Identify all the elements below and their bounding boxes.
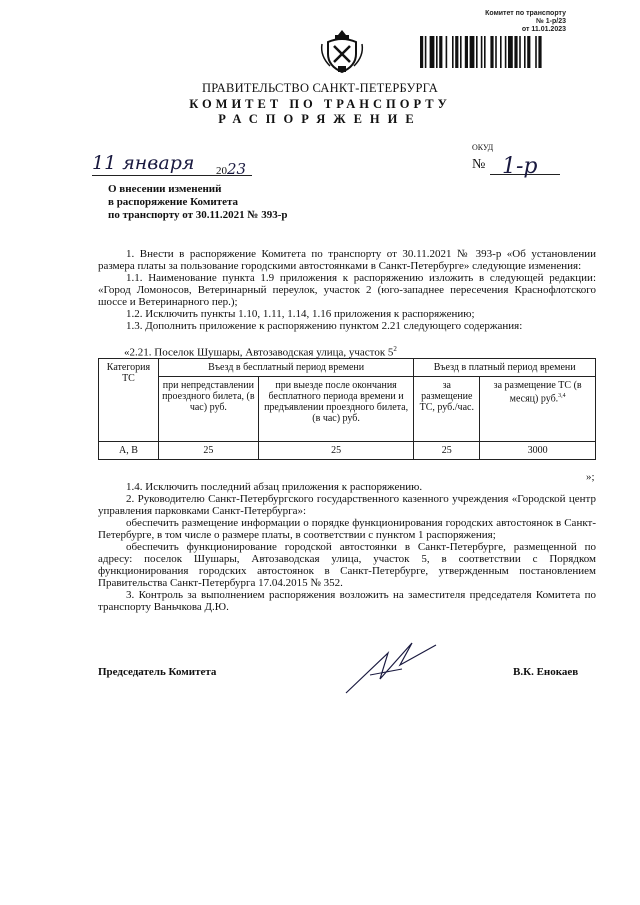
barcode-bar xyxy=(514,36,517,68)
barcode-bar xyxy=(476,36,478,68)
signatory-name: В.К. Енокаев xyxy=(513,666,579,678)
document-type: РАСПОРЯЖЕНИЕ xyxy=(218,112,422,126)
table-closing-quote: »; xyxy=(586,471,595,483)
handwritten-date: 11 января xyxy=(92,152,195,174)
paragraph-2-a: обеспечить размещение информации о порядке функционирования городских автостоянок в Санкт-Петербурге, в том числе о размере платы, в соответствии с пунктом 1 распоряжения; xyxy=(98,517,596,541)
barcode-bar xyxy=(446,36,448,68)
paragraph-1: 1. Внести в распоряжение Комитета по транспорту от 30.11.2021 № 393-р «Об установлении размера платы за пользование городскими автостоянками в Санкт-Петербурге» следующие изменения: xyxy=(98,248,596,272)
body-section-2 xyxy=(98,481,596,613)
barcode-bar xyxy=(436,36,438,68)
paragraph-1-1: 1.1. Наименование пункта 1.9 приложения к распоряжению изложить в следующей редакции: «Город Ломоносов, Ветеринарный переулок, участок 2 (юго-западнее пересечения Краснофлотского шоссе и Ветеринарного пер.); xyxy=(98,272,596,308)
date-underline xyxy=(92,175,252,176)
cell-value-3: 25 xyxy=(414,442,480,460)
header-paid-period: Въезд в платный период времени xyxy=(414,359,596,377)
barcode-bar xyxy=(425,36,427,68)
subject-block xyxy=(108,183,288,222)
committee-title: КОМИТЕТ ПО ТРАНСПОРТУ xyxy=(189,97,451,111)
signature-mark-icon xyxy=(340,635,440,695)
barcode-bar xyxy=(470,36,475,68)
barcode-bar xyxy=(420,36,423,68)
paragraph-2: 2. Руководителю Санкт-Петербургского государственного казенного учреждения «Городской центр управления парковками Санкт-Петербурга»: xyxy=(98,493,596,517)
signatory-title: Председатель Комитета xyxy=(98,666,217,678)
paragraph-1-4: 1.4. Исключить последний абзац приложения к распоряжению. xyxy=(126,481,423,493)
barcode-bar xyxy=(505,36,507,68)
quoted-item-text: «2.21. Поселок Шушары, Автозаводская улица, участок 5 xyxy=(124,346,394,359)
year-suffix: 23 xyxy=(227,160,247,178)
barcode-bar xyxy=(538,36,541,68)
cell-value-2: 25 xyxy=(258,442,414,460)
parking-fee-table xyxy=(98,358,596,460)
cell-value-1: 25 xyxy=(158,442,258,460)
subject-line-1: О внесении изменений xyxy=(108,183,222,195)
barcode-bar xyxy=(484,36,486,68)
barcode-bar xyxy=(527,36,530,68)
subheader-per-month xyxy=(480,377,596,442)
header-free-period: Въезд в бесплатный период времени xyxy=(158,359,413,377)
okud-label: ОКУД xyxy=(472,143,494,152)
barcode-bar xyxy=(519,36,521,68)
cell-category: А, В xyxy=(99,442,159,460)
paragraph-3: 3. Контроль за выполнением распоряжения возложить на заместителя председателя Комитета по транспорту Ваньчкова Д.Ю. xyxy=(98,589,596,613)
subheader-per-hour: за размещение ТС, руб./час. xyxy=(414,377,480,442)
barcode-bar xyxy=(455,36,458,68)
barcode-bar xyxy=(508,36,513,68)
barcode-bar xyxy=(481,36,483,68)
barcode-bar xyxy=(495,36,497,68)
subheader-after-free: при выезде после окончания бесплатного периода времени и предъявлении проездного билета, (в час) руб. xyxy=(258,377,414,442)
subject-line-3: по транспорту от 30.11.2021 № 393-р xyxy=(108,209,288,221)
registration-stamp xyxy=(485,10,566,34)
paragraph-1-3: 1.3. Дополнить приложение к распоряжению пунктом 2.21 следующего содержания: xyxy=(126,320,523,332)
subject-line-2: в распоряжение Комитета xyxy=(108,196,238,208)
barcode xyxy=(420,36,600,68)
table-header-row xyxy=(99,359,596,377)
paragraph-1-2: 1.2. Исключить пункты 1.10, 1.11, 1.14, 1.16 приложения к распоряжению; xyxy=(126,308,475,320)
coat-of-arms-icon xyxy=(318,28,366,76)
quoted-item-footnote: 2 xyxy=(393,345,397,353)
subheader-per-month-footnote: 3,4 xyxy=(558,393,566,399)
barcode-bar xyxy=(524,36,526,68)
stamp-line-2: № 1-р/23 xyxy=(536,18,566,25)
barcode-bar xyxy=(490,36,493,68)
body-section-1 xyxy=(98,248,596,332)
barcode-bar xyxy=(500,36,502,68)
header-category: Категория ТС xyxy=(99,359,159,442)
barcode-bar xyxy=(465,36,468,68)
table-subheader-row xyxy=(99,377,596,442)
barcode-bar xyxy=(452,36,454,68)
barcode-bar xyxy=(460,36,462,68)
subheader-no-ticket: при непредставлении проездного билета, (в час) руб. xyxy=(158,377,258,442)
quoted-item-title xyxy=(124,345,397,359)
year-prefix: 20 xyxy=(216,165,227,177)
stamp-line-1: Комитет по транспорту xyxy=(485,10,566,17)
barcode-bar xyxy=(430,36,435,68)
document-number: 1-р xyxy=(502,154,538,179)
number-sign: № xyxy=(472,157,486,172)
paragraph-2-b: обеспечить функционирование городской автостоянки в Санкт-Петербурге, размещенной по адресу: поселок Шушары, Автозаводская улица, участок 5, в соответствии с Порядком функционирования городских автостоянок в Санкт-Петербурге, утвержденным постановлением Правительства Санкт-Петербурга 17.04.2015 № 352. xyxy=(98,541,596,589)
barcode-bar xyxy=(535,36,537,68)
cell-value-4: 3000 xyxy=(480,442,596,460)
table-row xyxy=(99,442,596,460)
stamp-line-3: от 11.01.2023 xyxy=(521,26,566,33)
subheader-per-month-text: за размещение ТС (в месяц) руб. xyxy=(493,380,582,405)
government-title: ПРАВИТЕЛЬСТВО САНКТ-ПЕТЕРБУРГА xyxy=(202,81,438,95)
barcode-bar xyxy=(439,36,442,68)
